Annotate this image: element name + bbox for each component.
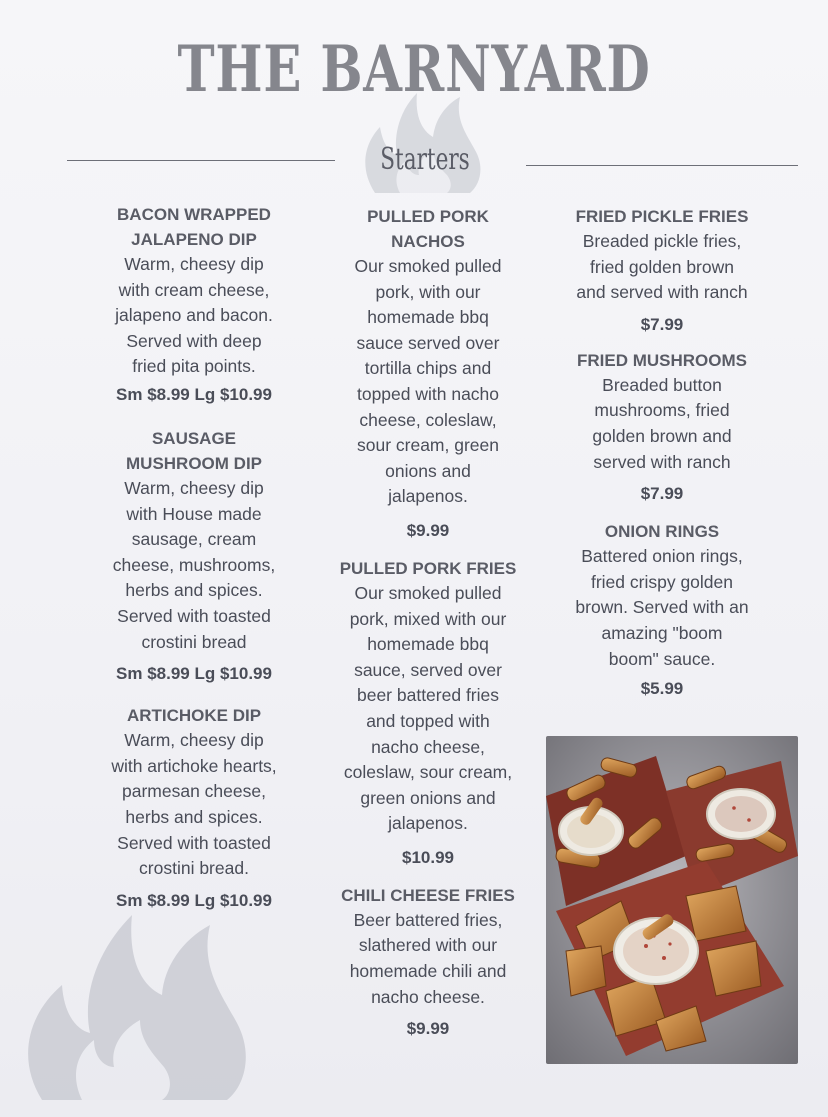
section-title: Starters [380, 142, 470, 177]
item-description: Breaded button mushrooms, fried golden brown and served with ranch [592, 374, 732, 472]
menu-column-3 [548, 204, 776, 702]
food-photo [546, 736, 798, 1064]
menu-item [308, 204, 548, 544]
menu-item [548, 204, 776, 338]
menu-item [548, 348, 776, 507]
item-name: SAUSAGE MUSHROOM DIP [126, 428, 262, 473]
menu-item [60, 703, 328, 914]
item-name: FRIED PICKLE FRIES [575, 207, 749, 226]
divider-right [526, 165, 798, 166]
item-price: $10.99 [402, 847, 454, 867]
item-name: CHILI CHEESE FRIES [341, 885, 515, 905]
menu-column-1 [60, 202, 328, 914]
item-price: Sm $8.99 Lg $10.99 [116, 890, 272, 910]
item-description: Battered onion rings, fried crispy golden brown. Served with an amazing "boom boom" sauce. [575, 546, 749, 669]
item-description: Beer battered fries, slathered with our homemade chili and nacho cheese. [349, 909, 507, 1007]
divider-left [67, 160, 335, 161]
item-price: $7.99 [640, 484, 684, 504]
item-description: Our smoked pulled pork, mixed with our homemade bbq sauce, served over beer battered fries and topped with nacho cheese, coleslaw, sour cream, green onions and jalapenos. [343, 582, 513, 834]
flame-corner-icon [22, 895, 252, 1105]
menu-item [308, 883, 548, 1042]
menu-column-2 [308, 204, 548, 1042]
item-price: Sm $8.99 Lg $10.99 [116, 664, 272, 684]
item-price: $9.99 [406, 1019, 450, 1039]
item-name: ARTICHOKE DIP [126, 706, 262, 726]
item-price: $9.99 [406, 520, 450, 540]
item-price: $5.99 [640, 679, 684, 699]
restaurant-title: THE BARNYARD [177, 32, 651, 107]
item-description: Warm, cheesy dip with cream cheese, jalapeno and bacon. Served with deep fried pita points. [115, 254, 273, 377]
item-description: Breaded pickle fries, fried golden brown and served with ranch [576, 231, 748, 303]
item-description: Our smoked pulled pork, with our homemade bbq sauce served over tortilla chips and topped with nacho cheese, coleslaw, sour cream, green onions and jalapenos. [354, 256, 502, 507]
item-name: ONION RINGS [604, 522, 720, 542]
item-price: $7.99 [640, 314, 684, 334]
menu-item [308, 556, 548, 871]
item-name: PULLED PORK FRIES [339, 558, 517, 578]
item-name: PULLED PORK NACHOS [367, 207, 489, 251]
item-description: Warm, cheesy dip with House made sausage, cream cheese, mushrooms, herbs and spices. Served with toasted crostini bread [112, 477, 276, 652]
menu-item [60, 202, 328, 408]
menu-item [548, 519, 776, 702]
item-name: BACON WRAPPED JALAPENO DIP [117, 205, 271, 249]
item-price: Sm $8.99 Lg $10.99 [116, 384, 272, 404]
menu-item [60, 426, 328, 687]
item-description: Warm, cheesy dip with artichoke hearts, parmesan cheese, herbs and spices. Served with toasted crostini bread. [111, 730, 277, 879]
item-name: FRIED MUSHROOMS [577, 350, 747, 370]
